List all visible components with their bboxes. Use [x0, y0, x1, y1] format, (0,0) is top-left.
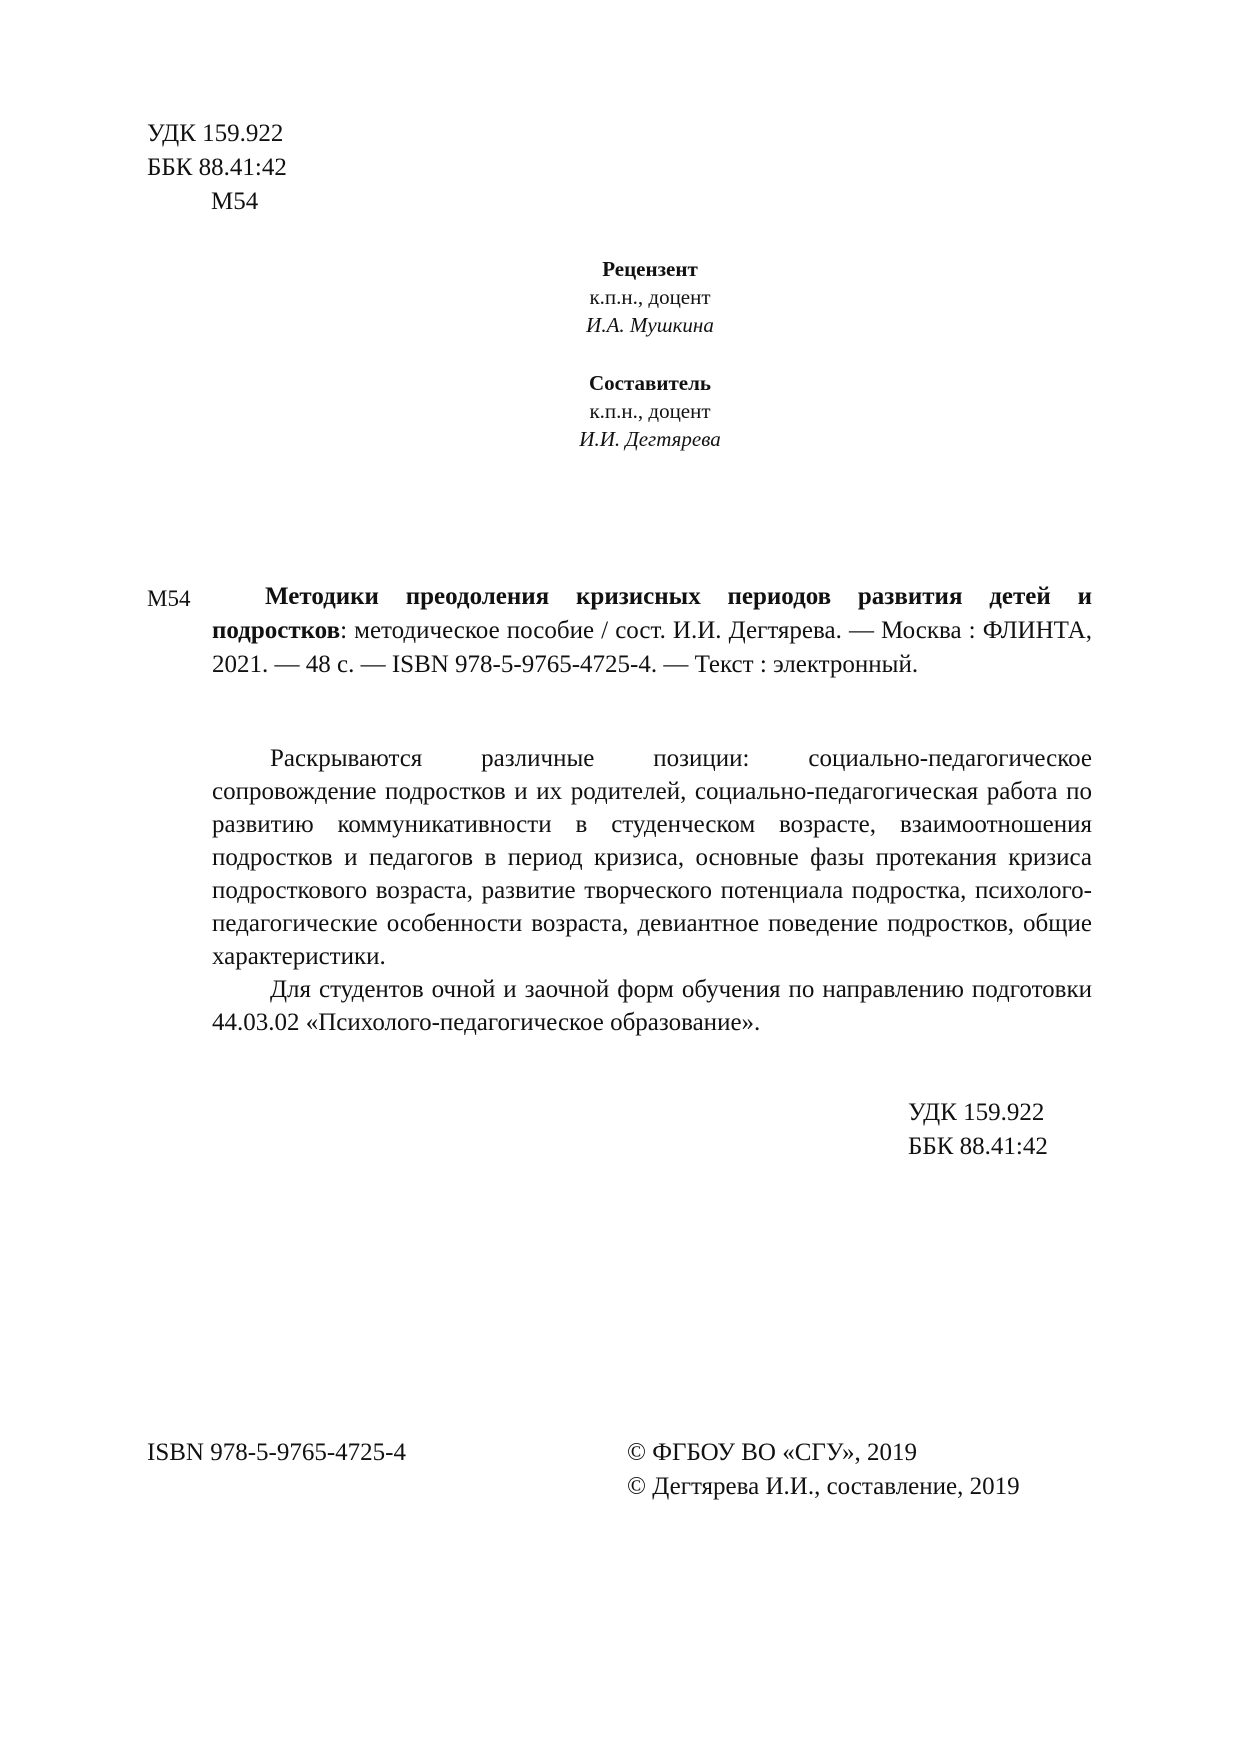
annotation-paragraph: Для студентов очной и заочной форм обучения по направлению подготовки 44.03.02 «Психолого-педагогическое образование». — [212, 976, 1092, 1036]
bibliographic-description: : методическое пособие / сост. И.И. Дегтярева. — Москва : ФЛИНТА, 2021. — 48 с. — ISBN 978-5-9765-4725-4. — Текст : электронный. — [212, 617, 1092, 678]
isbn-number: ISBN 978-5-9765-4725-4 — [147, 1439, 407, 1466]
compiler-block — [520, 369, 780, 453]
reviewer-role: Рецензент — [602, 257, 698, 281]
compiler-role: Составитель — [588, 371, 712, 395]
udk-code: УДК 159.922 — [147, 120, 284, 147]
copyright-line: © Дегтярева И.И., составление, 2019 — [627, 1473, 1020, 1500]
bbk-code: ББК 88.41:42 — [147, 154, 287, 181]
copyright-block — [627, 1436, 1020, 1504]
compiler-degree: к.п.н., доцент — [589, 399, 711, 423]
compiler-name: И.И. Дегтярева — [579, 427, 721, 451]
author-mark: М54 — [211, 188, 259, 215]
reviewer-block — [520, 255, 780, 339]
bibliographic-record — [212, 580, 1092, 682]
copyright-line: © ФГБОУ ВО «СГУ», 2019 — [627, 1439, 917, 1466]
reviewer-name: И.А. Мушкина — [586, 313, 714, 337]
bibliography-author-mark: М54 — [147, 586, 191, 611]
bottom-bbk-code: ББК 88.41:42 — [908, 1133, 1048, 1160]
annotation-paragraph: Раскрываются различные позиции: социально-педагогическое сопровождение подростков и их родителей, социально-педагогическая работа по развитию коммуникативности в студенческом возрасте, взаимоотношения подростков и педагогов в период кризиса, основные фазы протекания кризиса подросткового возраста, развитие творческого потенциала подростка, психолого-педагогические особенности возраста, девиантное поведение подростков, общие характеристики. — [212, 745, 1092, 970]
bottom-classification-codes — [908, 1096, 1048, 1164]
book-title: Методики преодоления кризисных периодов развития детей и подростков — [212, 583, 1092, 644]
annotation — [212, 742, 1092, 1039]
reviewer-degree: к.п.н., доцент — [589, 285, 711, 309]
bottom-udk-code: УДК 159.922 — [908, 1099, 1045, 1126]
classification-codes — [147, 117, 287, 219]
